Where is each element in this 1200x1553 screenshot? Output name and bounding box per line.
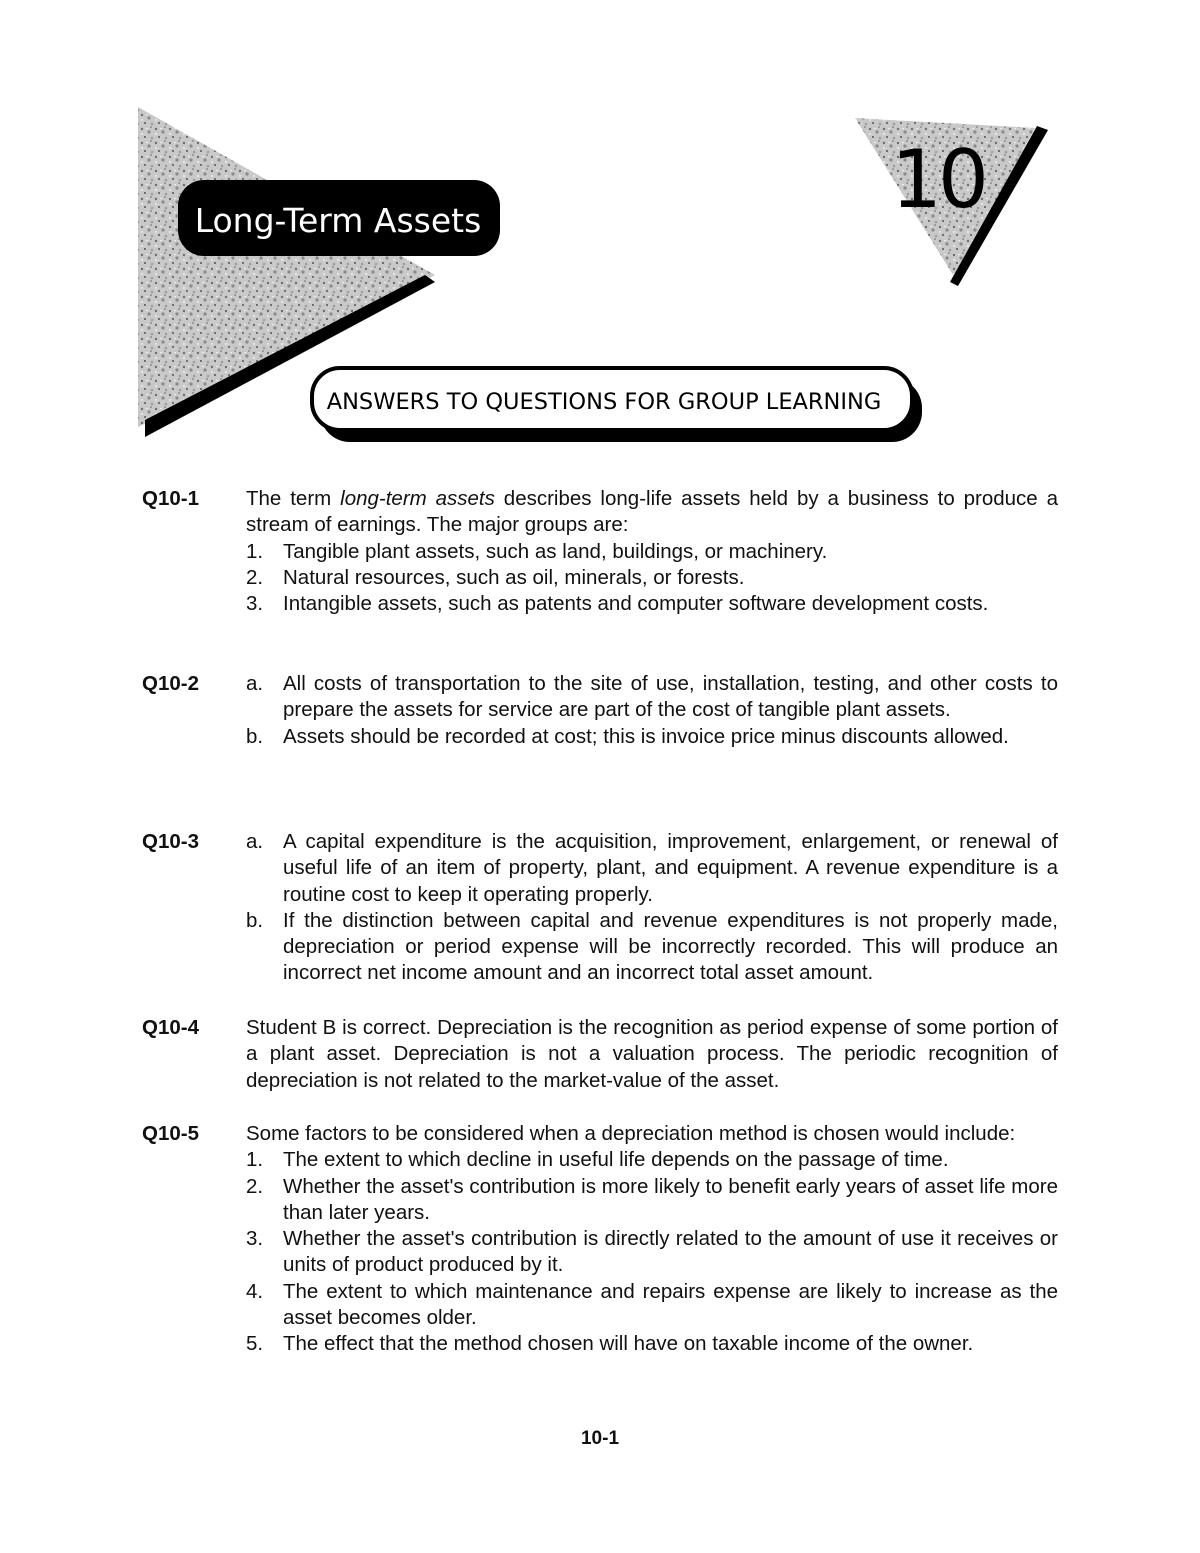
- answer-text: Student B is correct. Depreciation is the recognition as period expense of some portion of a plant asset. Depreciation is not a valuation process. The periodic recognition of depreciation is not related to the market-value of the asset.: [246, 1016, 1058, 1092]
- list-item-text: Intangible assets, such as patents and computer software development costs.: [283, 592, 989, 616]
- list-item-text: A capital expenditure is the acquisition, improvement, enlargement, or renewal of useful life of an item of property, plant, and equipment. A revenue expenditure is a routine cost to keep it operating properly.: [283, 830, 1058, 906]
- list-marker: 5.: [246, 1332, 264, 1356]
- chapter-title: Long-Term Assets: [194, 201, 482, 240]
- answer-intro: Some factors to be considered when a depreciation method is chosen would include:: [246, 1122, 1016, 1145]
- answer-intro: [246, 486, 1058, 539]
- intro-italic-term: long-term assets: [340, 487, 495, 510]
- list-item-text: If the distinction between capital and revenue expenditures is not properly made, depreciation or period expense will be incorrectly recorded. This will produce an incorrect net income amount and an incorrect total asset amount.: [283, 908, 1058, 985]
- question-label: Q10-3: [142, 830, 199, 853]
- list-item-text: The extent to which maintenance and repairs expense are likely to increase as the asset becomes older.: [283, 1279, 1058, 1330]
- section-banner-text: ANSWERS TO QUESTIONS FOR GROUP LEARNING: [326, 389, 882, 415]
- answer-body: [246, 486, 1058, 617]
- list-item: [246, 1174, 1058, 1227]
- chapter-header-art: [0, 0, 1200, 460]
- list-marker: a.: [246, 672, 264, 695]
- list-item: [246, 539, 1058, 565]
- list-item: [246, 1279, 1058, 1332]
- question-label: Q10-5: [142, 1122, 199, 1145]
- list-marker: 4.: [246, 1279, 264, 1303]
- list-item-text: Tangible plant assets, such as land, buildings, or machinery.: [283, 539, 828, 563]
- list-item-text: Assets should be recorded at cost; this is invoice price minus discounts allowed.: [283, 724, 1009, 748]
- answer-body: [246, 1121, 1058, 1358]
- answer-body: [246, 1015, 1058, 1094]
- list-item: [246, 1226, 1058, 1279]
- list-item: [246, 1147, 1058, 1173]
- intro-text: The term: [246, 487, 341, 510]
- list-item: [246, 565, 1058, 591]
- chapter-number: 10: [891, 133, 985, 226]
- page-number: 10-1: [580, 1428, 620, 1449]
- list-item-text: Whether the asset's contribution is more likely to benefit early years of asset life more than later years.: [283, 1174, 1058, 1224]
- list-item-text: All costs of transportation to the site of use, installation, testing, and other costs to prepare the assets for service are part of the cost of tangible plant assets.: [283, 672, 1058, 722]
- list-item: [246, 908, 1058, 987]
- list-marker: 1.: [246, 539, 264, 563]
- list-item-text: The extent to which decline in useful life depends on the passage of time.: [283, 1148, 949, 1172]
- list-marker: 3.: [246, 1227, 264, 1251]
- answer-body: [246, 671, 1058, 750]
- answer-body: [246, 829, 1058, 987]
- list-marker: b.: [246, 908, 264, 932]
- list-marker: 2.: [246, 565, 264, 589]
- list-item: [246, 591, 1058, 617]
- list-marker: 1.: [246, 1148, 264, 1172]
- list-item: [246, 829, 1058, 908]
- list-item-text: The effect that the method chosen will have on taxable income of the owner.: [283, 1332, 974, 1356]
- intro-text: describes long-life assets held by a business to produce a stream of earnings. The major groups are:: [246, 487, 1059, 537]
- list-item-text: Natural resources, such as oil, minerals, or forests.: [283, 565, 745, 589]
- question-label: Q10-1: [142, 487, 199, 510]
- question-label: Q10-4: [142, 1016, 199, 1039]
- list-item: [246, 724, 1058, 750]
- list-marker: 3.: [246, 592, 264, 616]
- list-marker: b.: [246, 724, 264, 748]
- list-item: [246, 671, 1058, 724]
- question-label: Q10-2: [142, 672, 199, 695]
- list-marker: a.: [246, 830, 264, 853]
- list-item-text: Whether the asset's contribution is directly related to the amount of use it receives or units of product produced by it.: [283, 1227, 1058, 1277]
- list-marker: 2.: [246, 1174, 264, 1198]
- list-item: [246, 1331, 1058, 1357]
